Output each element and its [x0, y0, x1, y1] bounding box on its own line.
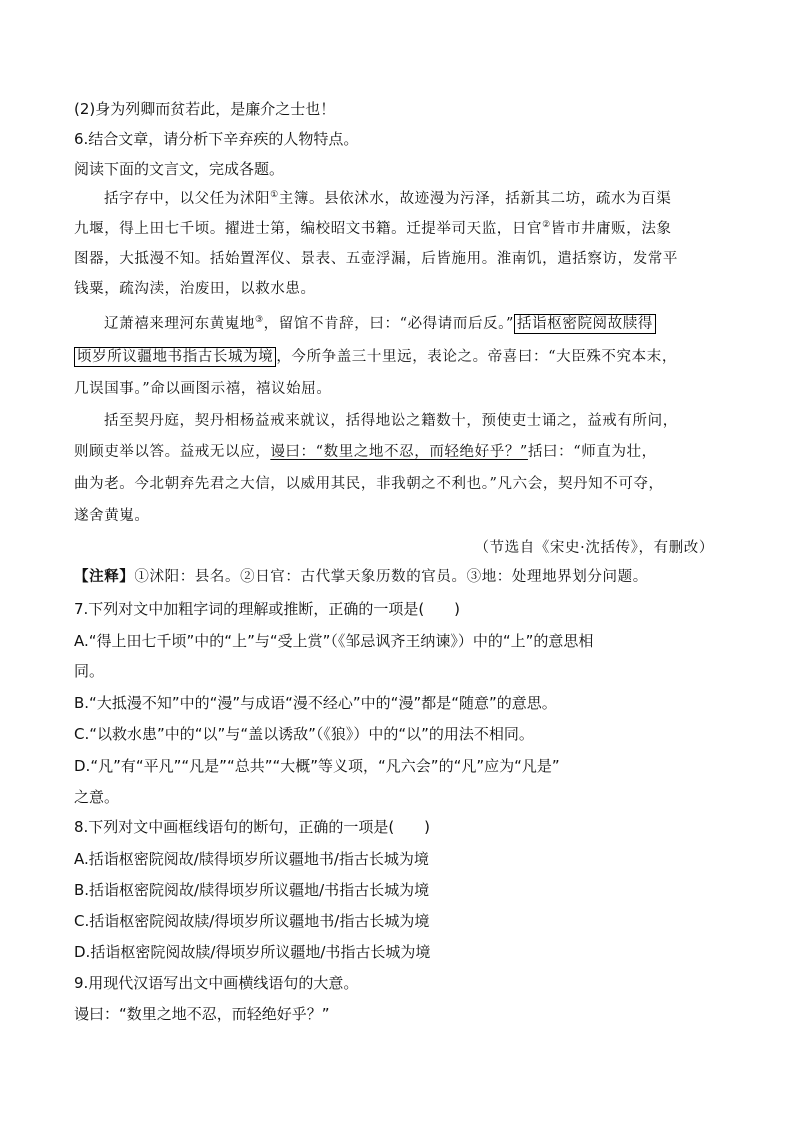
boxed-sentence-part-2: 顷岁所议疆地书指古长城为境: [74, 347, 276, 367]
question-7-option-c: C.“以救水患”中的“以”与“盖以诱敌”（《狼》）中的“以”的用法不相同。: [74, 725, 534, 743]
question-7-option-a-cont: 同。: [74, 662, 105, 680]
notes-label: 【注释】: [74, 568, 135, 585]
passage-line: 括至契丹庭，契丹相杨益戒来就议，括得地讼之籍数十，预使吏士诵之，益戒有所问，: [104, 413, 678, 429]
boxed-sentence-part-1: 括诣枢密院阅故牍得: [514, 314, 656, 334]
passage-line: 括字存中，以父任为沭阳①主簿。县依沭水，故迹漫为污泽，括新其二坊，疏水为百渠: [104, 190, 672, 207]
question-5-2: (2)身为列卿而贫若此，是廉介之士也！: [74, 100, 336, 118]
question-7-option-b: B.“大抵漫不知”中的“漫”与成语“漫不经心”中的“漫”都是“随意”的意思。: [74, 694, 557, 712]
passage-line: 则顾吏举以答。益戒无以应，谩曰：“数里之地不忍，而轻绝好乎？”括曰：“师直为壮，: [74, 444, 657, 460]
question-8-option-c: C.括诣枢密院阅故牍/得顷岁所议疆地书/指古长城为境: [74, 912, 430, 930]
question-9-quote: 谩曰：“数里之地不忍，而轻绝好乎？”: [74, 1005, 330, 1023]
note-marker: ①: [270, 190, 279, 201]
question-8-stem: 8.下列对文中画框线语句的断句，正确的一项是( ): [74, 818, 431, 836]
question-7-option-d-cont: 之意。: [74, 788, 120, 806]
annotations: 【注释】①沭阳：县名。②日官：古代掌天象历数的官员。③地：处理地界划分问题。: [74, 568, 648, 585]
underlined-sentence: 谩曰：“数里之地不忍，而轻绝好乎？”: [270, 444, 528, 460]
passage-line: 顷岁所议疆地书指古长城为境 ，今所争盖三十里远，表论之。帝喜曰：“大臣殊不究本末，: [74, 346, 724, 368]
passage-line: 九堰，得上田七千顷。擢进士第，编校昭文书籍。迁提举司天监，日官②皆市井庸贩，法象: [74, 220, 672, 237]
question-7-stem: 7.下列对文中加粗字词的理解或推断，正确的一项是( ): [74, 600, 461, 618]
passage-line: 曲为老。今北朝弃先君之大信，以威用其民，非我朝之不利也。”凡六会，契丹知不可夺，: [74, 476, 664, 492]
question-8-option-b: B.括诣枢密院阅故/牍得顷岁所议疆地/书指古长城为境: [74, 881, 430, 899]
note-marker: ②: [542, 220, 551, 231]
question-8-option-a: A.括诣枢密院阅故/牍得顷岁所议疆地书/指古长城为境: [74, 850, 429, 868]
question-7-option-d: D.“凡”有“平凡”“凡是”“总共”“大概”等义项，“凡六会”的“凡”应为“凡是”: [74, 757, 560, 775]
question-9-stem: 9.用现代汉语写出文中画横线语句的大意。: [74, 974, 359, 992]
passage-line: 辽萧禧来理河东黄嵬地③，留馆不肯辞，曰：“必得请而后反。” 括诣枢密院阅故牍得: [104, 313, 754, 335]
passage-source: （节选自《宋史·沈括传》，有删改）: [474, 540, 714, 556]
question-7-option-a: A.“得上田七千顷”中的“上”与“受上赏”（《邹忌讽齐王纳谏》）中的“上”的意思相: [74, 632, 594, 650]
passage-line: 图器，大抵漫不知。括始置浑仪、景表、五壶浮漏，后皆施用。淮南饥，遣括察访，发常平: [74, 251, 678, 267]
note-marker: ③: [255, 315, 264, 326]
question-8-option-d: D.括诣枢密院阅故牍/得顷岁所议疆地/书指古长城为境: [74, 943, 431, 961]
passage-line: 遂舍黄嵬。: [74, 508, 150, 524]
reading-instruction: 阅读下面的文言文，完成各题。: [74, 160, 285, 178]
passage-line: 几误国事。”命以画图示禧，禧议始屈。: [74, 381, 332, 397]
question-6: 6.结合文章，请分析下辛弃疾的人物特点。: [74, 130, 359, 148]
passage-line: 钱粟，疏沟渎，治废田，以救水患。: [74, 281, 316, 297]
